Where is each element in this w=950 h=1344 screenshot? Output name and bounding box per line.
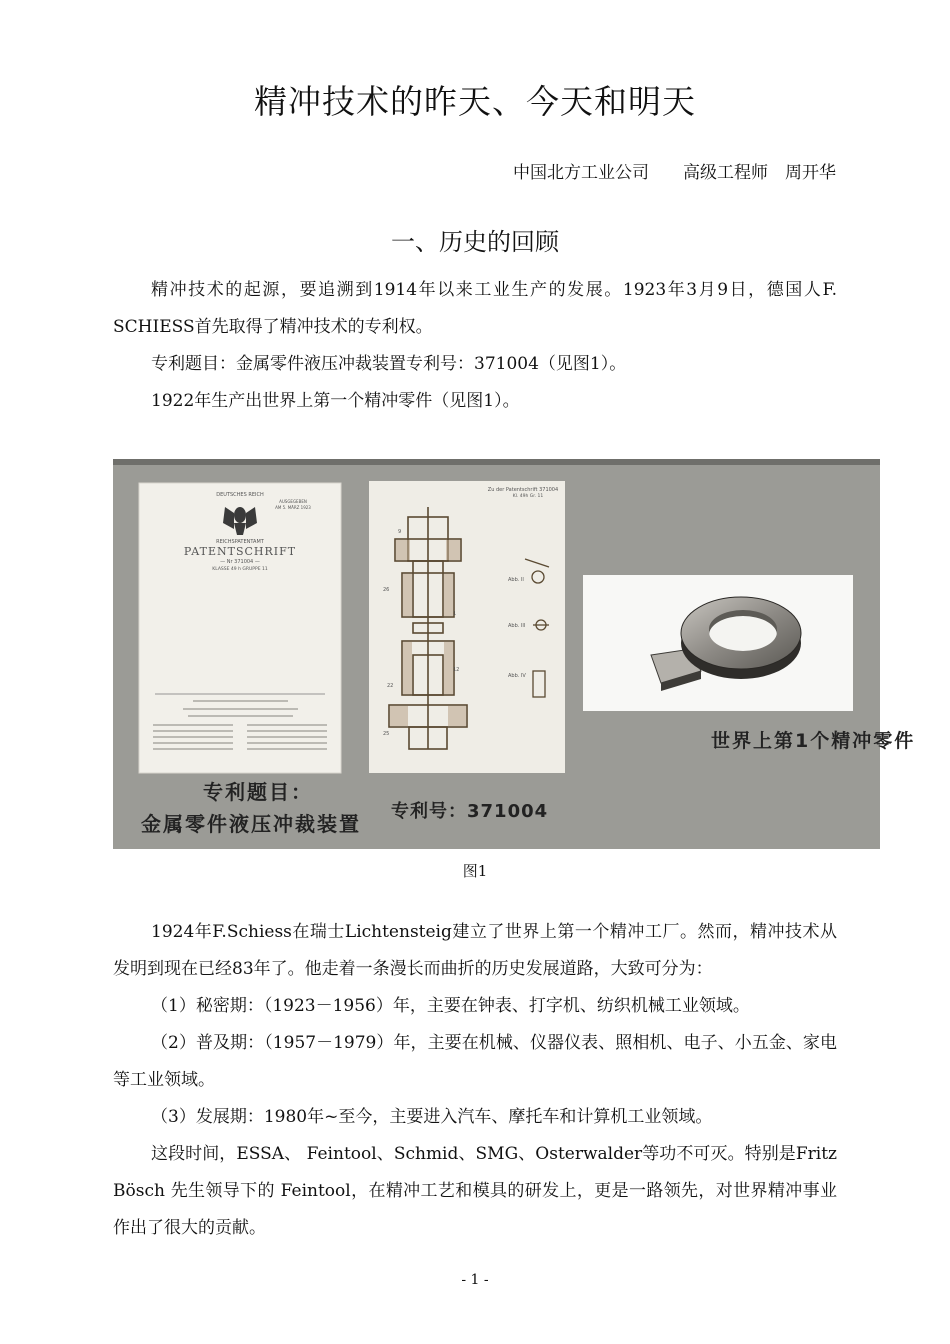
patent-header-line: — Nr 371004 — xyxy=(220,559,260,565)
patent-header-line: DEUTSCHES REICH xyxy=(216,492,264,498)
list-item: （1）秘密期：（1923－1956）年，主要在钟表、打字机、纺织机械工业领域。 xyxy=(151,996,750,1016)
patent-header-line: KLASSE 49 h GRUPPE 11 xyxy=(212,567,268,572)
svg-text:Abb. IV: Abb. IV xyxy=(508,673,526,679)
paragraph: 这段时间，ESSA、 Feintool、Schmid、SMG、Osterwalder等功不可灭。特别是Fritz Bösch 先生领导下的 Feintool，在精冲工艺和模具的研发上，更是一路领先，对世界精冲事业作出了很大的贡献。 xyxy=(113,1144,837,1238)
patent-document-image xyxy=(139,483,341,773)
figure-1 xyxy=(113,459,916,849)
section-heading: 一、历史的回顾 xyxy=(391,228,559,256)
svg-text:25: 25 xyxy=(383,731,390,737)
svg-text:22: 22 xyxy=(387,683,394,689)
author-line: 中国北方工业公司 高级工程师 周开华 xyxy=(513,163,836,183)
svg-text:9: 9 xyxy=(398,529,402,535)
svg-text:1: 1 xyxy=(453,611,457,617)
patent-header-line: REICHSPATENTAMT xyxy=(216,539,264,545)
drawing-header-line: Zu der Patentschrift 371004 xyxy=(487,487,559,493)
part-caption-label: 世界上第1个精冲零件 xyxy=(711,730,916,752)
patent-header-line: PATENTSCHRIFT xyxy=(183,545,297,558)
first-fineblanked-part-image xyxy=(583,575,853,711)
patent-topic-heading: 专利题目： xyxy=(203,780,313,804)
svg-text:Abb. II: Abb. II xyxy=(508,577,524,583)
patent-number-label: 专利号：371004 xyxy=(391,801,549,822)
patent-header-line: AM 5. MÄRZ 1923 xyxy=(275,505,311,510)
list-item: （3）发展期：1980年~至今，主要进入汽车、摩托车和计算机工业领域。 xyxy=(151,1107,713,1127)
svg-text:12: 12 xyxy=(453,667,460,673)
patent-topic-text: 金属零件液压冲裁装置 xyxy=(141,812,361,836)
page-number: - 1 - xyxy=(461,1272,489,1288)
figure-caption: 图1 xyxy=(462,862,488,880)
svg-text:26: 26 xyxy=(383,587,390,593)
figure-illustration xyxy=(113,459,916,849)
paragraph: 精冲技术的起源，要追溯到1914年以来工业生产的发展。1923年3月9日，德国人F. SCHIESS首先取得了精冲技术的专利权。 xyxy=(113,280,837,337)
document-title: 精冲技术的昨天、今天和明天 xyxy=(254,82,696,121)
patent-drawing-image xyxy=(369,481,565,773)
drawing-header-line: Kl. 49h Gr. 11 xyxy=(512,494,544,499)
paragraph: 专利题目：金属零件液压冲裁装置专利号：371004（见图1）。 xyxy=(151,354,627,374)
list-item: （2）普及期：（1957－1979）年，主要在机械、仪器仪表、照相机、电子、小五金、家电等工业领域。 xyxy=(113,1033,837,1090)
patent-header-line: AUSGEGEBEN xyxy=(279,499,307,504)
svg-text:Abb. III: Abb. III xyxy=(508,623,526,629)
paragraph: 1922年生产出世界上第一个精冲零件（见图1）。 xyxy=(151,391,520,411)
paragraph: 1924年F.Schiess在瑞士Lichtensteig建立了世界上第一个精冲工厂。然而，精冲技术从发明到现在已经83年了。他走着一条漫长而曲折的历史发展道路，大致可分为： xyxy=(113,922,837,979)
